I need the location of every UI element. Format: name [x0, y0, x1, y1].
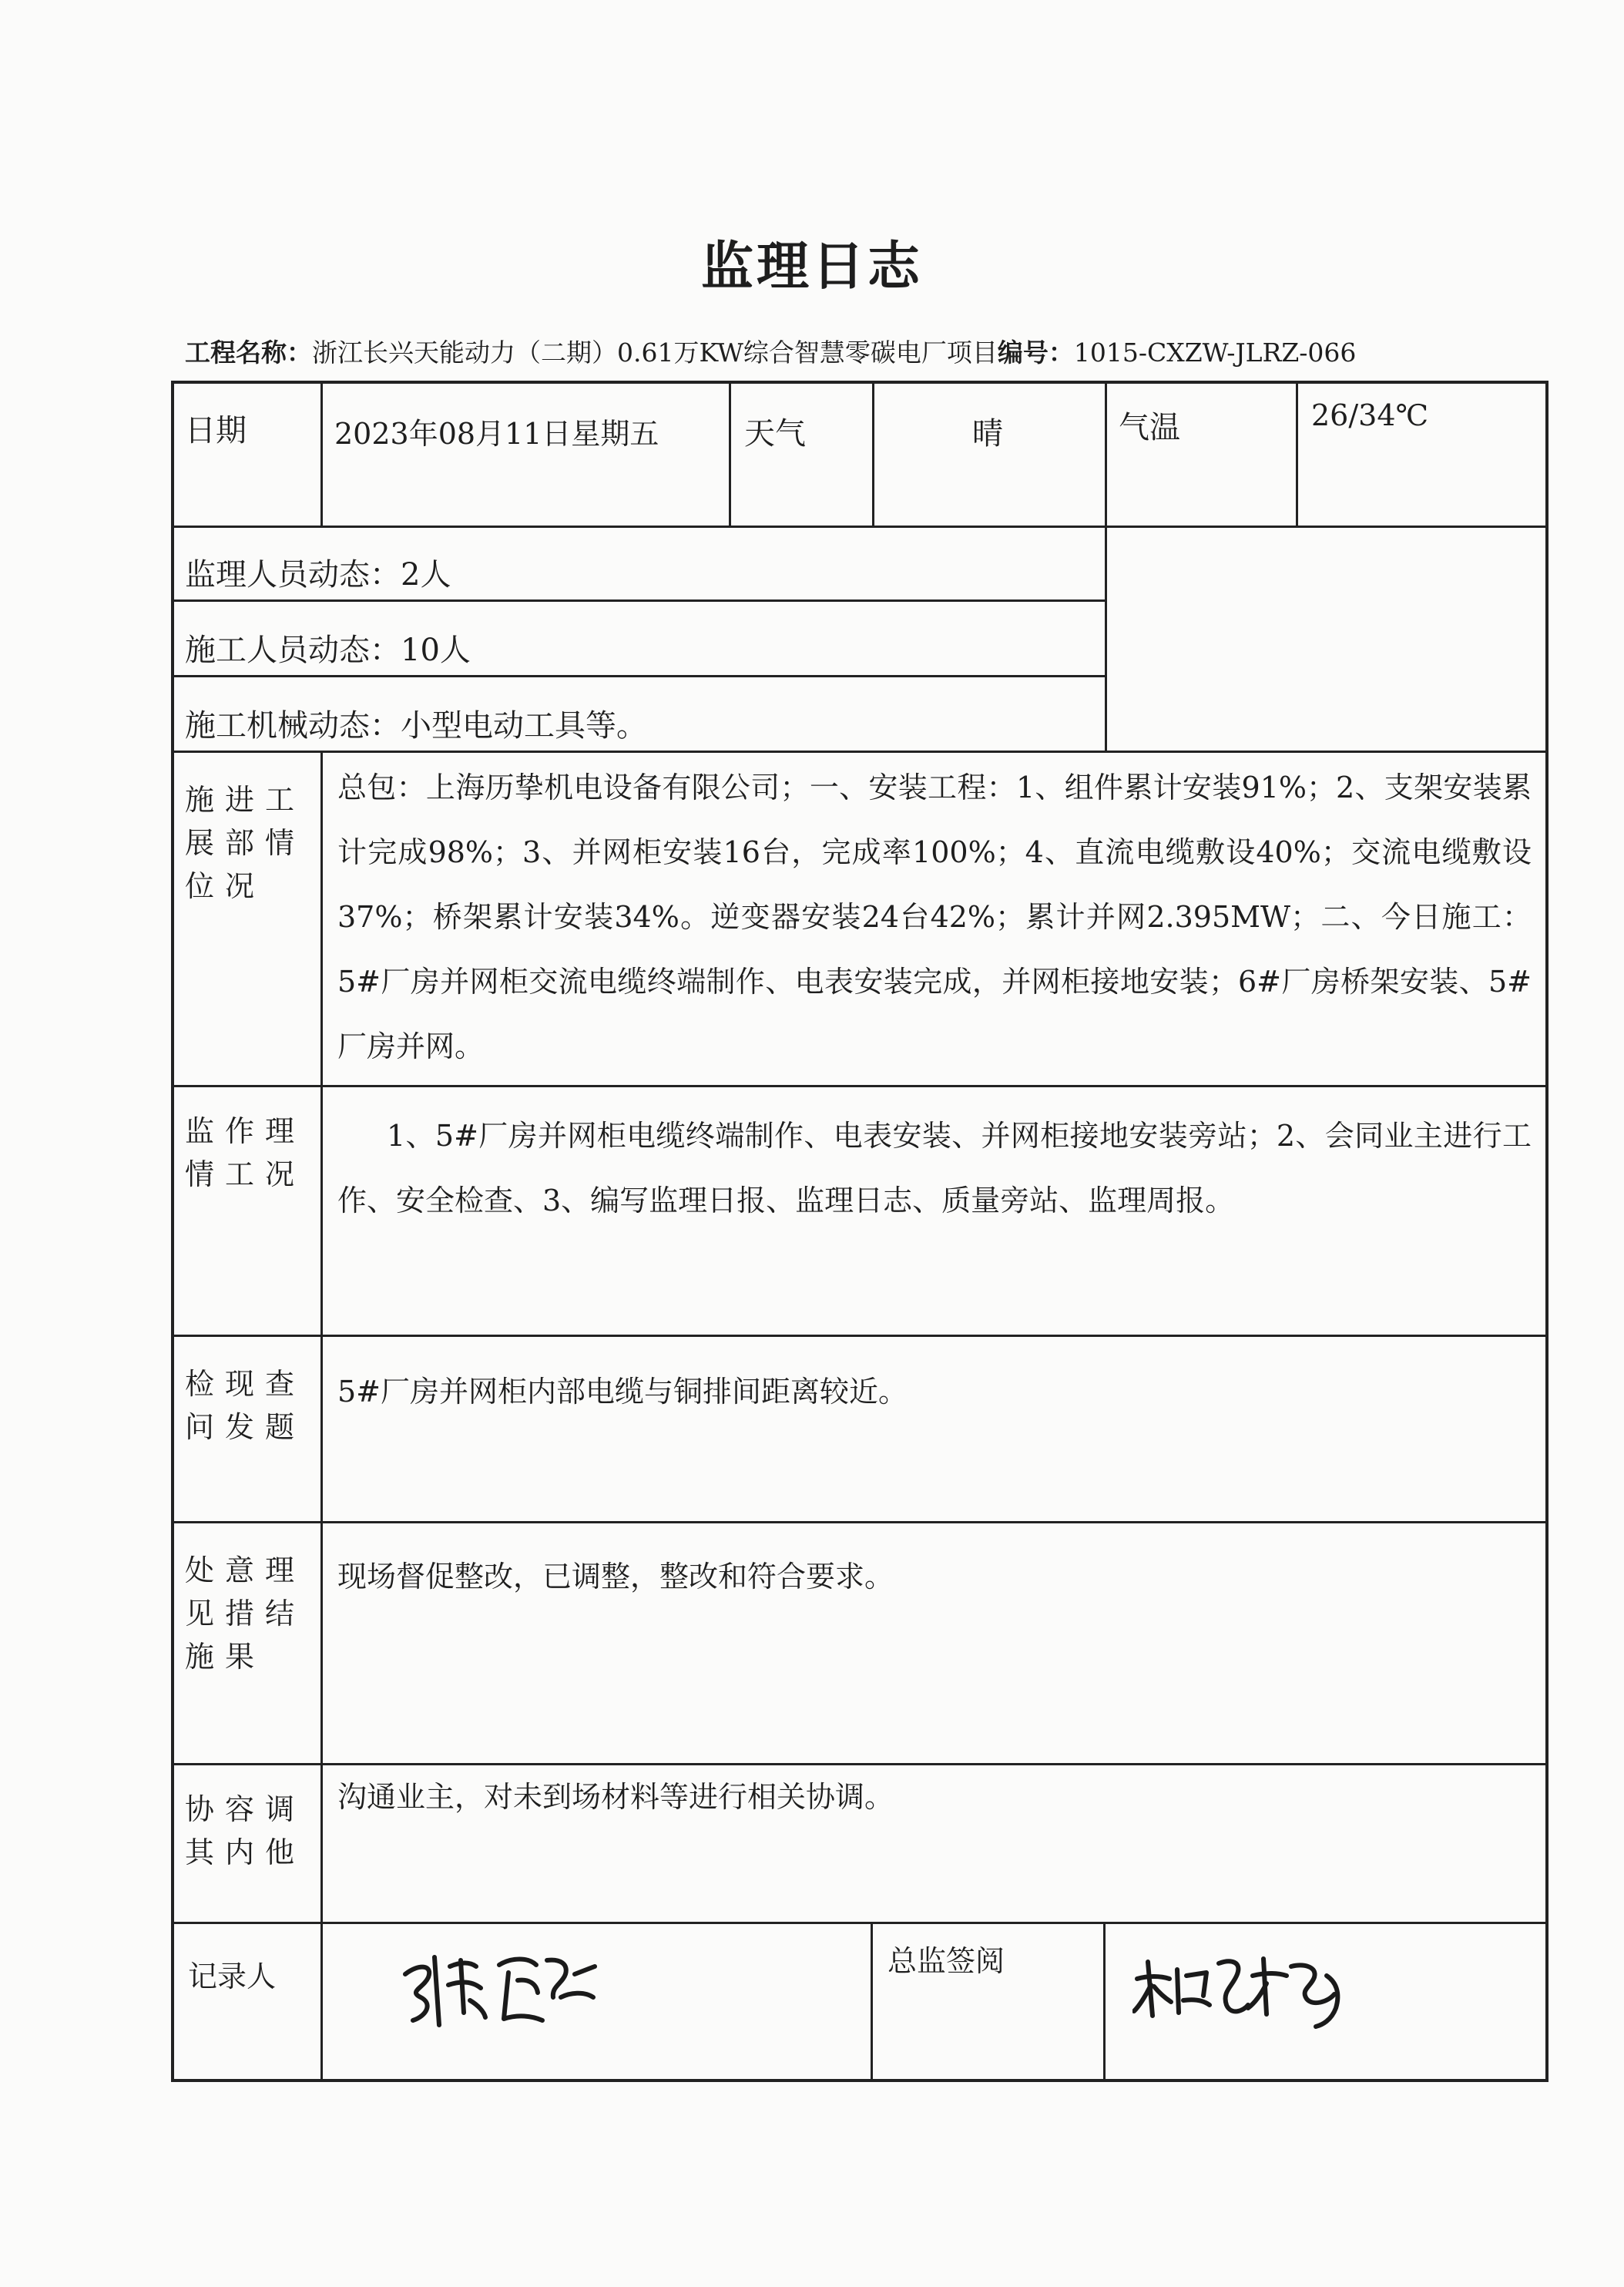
table-rule [171, 599, 1106, 602]
project-info-line [185, 333, 1541, 369]
supervisor-staff: 监理人员动态：2人 [185, 557, 451, 593]
project-code-value: 1015-CXZW-JLRZ-066 [1073, 338, 1357, 368]
table-rule [1103, 1923, 1106, 2079]
progress-label: 施进工展部情位况 [185, 783, 306, 903]
weather-value: 晴 [972, 416, 1003, 452]
table-rule [171, 1335, 1545, 1337]
table-rule [320, 382, 323, 527]
temperature-label: 气温 [1119, 410, 1180, 445]
construction-staff: 施工人员动态：10人 [185, 633, 471, 668]
project-name-label: 工程名称： [185, 338, 312, 368]
table-rule [171, 751, 1545, 753]
recorder-label: 记录人 [188, 1960, 277, 1993]
page-title: 监理日志 [700, 237, 923, 297]
table-rule [1105, 382, 1107, 752]
supervision-text: 1、5#厂房并网柜电缆终端制作、电表安装、并网柜接地安装旁站；2、会同业主进行工作、安全检查、3、编写监理日报、监理日志、质量旁站、监理周报。 [337, 1119, 1532, 1217]
coordination-label: 协容调其内他 [185, 1792, 306, 1869]
table-rule [171, 1521, 1545, 1523]
table-rule [871, 1923, 873, 2079]
table-rule [171, 1085, 1545, 1087]
project-name-value: 浙江长兴天能动力（二期）0.61万KW综合智慧零碳电厂项目 [312, 338, 998, 368]
weather-label: 天气 [744, 416, 806, 452]
table-rule [1296, 382, 1298, 527]
measures-label: 处意理见措结施果 [185, 1553, 306, 1674]
date-label: 日期 [185, 413, 247, 448]
chief-signature-label: 总监签阅 [887, 1944, 1005, 1978]
supervision-label: 监作理情工况 [185, 1114, 306, 1191]
project-code-label: 编号： [997, 338, 1074, 368]
table-rule [171, 526, 1545, 528]
date-value: 2023年08月11日星期五 [334, 417, 659, 451]
coordination-text: 沟通业主，对未到场材料等进行相关协调。 [337, 1780, 894, 1814]
table-rule [729, 382, 731, 527]
construction-machinery: 施工机械动态：小型电动工具等。 [185, 708, 647, 744]
measures-text: 现场督促整改，已调整，整改和符合要求。 [337, 1560, 894, 1594]
chief-signature [1132, 1931, 1364, 2039]
progress-text: 总包：上海历挚机电设备有限公司；一、安装工程：1、组件累计安装91%；2、支架安装累计完成98%；3、并网柜安装16台，完成率100%；4、直流电缆敷设40%；交流电缆敷设37%；桥架累计安装34%。逆变器安装24台42%；累计并网2.395MW；二、今日施工：5#厂房并网柜交流电缆终端制作、电表安装完成，并网柜接地安装；6#厂房桥架安装、5#厂房并网。 [337, 771, 1532, 1063]
table-rule [171, 1922, 1545, 1924]
temperature-value: 26/34℃ [1311, 398, 1429, 432]
table-rule [171, 675, 1106, 677]
recorder-signature [385, 1926, 616, 2034]
issues-text: 5#厂房并网柜内部电缆与铜排间距离较近。 [337, 1375, 908, 1409]
issues-label: 检现查问发题 [185, 1367, 306, 1444]
table-rule [872, 382, 874, 527]
